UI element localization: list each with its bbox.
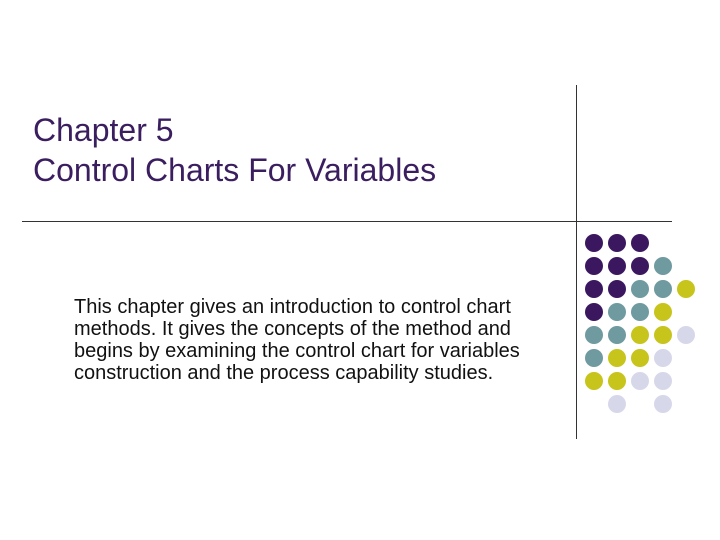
decorative-dot bbox=[585, 372, 603, 390]
decorative-dot bbox=[608, 349, 626, 367]
decorative-dot bbox=[677, 280, 695, 298]
vertical-divider bbox=[576, 85, 577, 439]
decorative-dot bbox=[585, 303, 603, 321]
decorative-dot bbox=[654, 257, 672, 275]
decorative-dot bbox=[631, 234, 649, 252]
decorative-dot bbox=[654, 395, 672, 413]
decorative-dot bbox=[585, 280, 603, 298]
decorative-dot bbox=[585, 326, 603, 344]
decorative-dot bbox=[631, 303, 649, 321]
decorative-dot bbox=[631, 280, 649, 298]
decorative-dot-grid bbox=[585, 230, 705, 410]
slide-body-text: This chapter gives an introduction to control chart methods. It gives the concepts of the method and begins by examining the control chart for variables construction and the process capability studies. bbox=[74, 296, 520, 384]
decorative-dot bbox=[585, 234, 603, 252]
decorative-dot bbox=[631, 257, 649, 275]
decorative-dot bbox=[608, 326, 626, 344]
decorative-dot bbox=[654, 349, 672, 367]
decorative-dot bbox=[608, 234, 626, 252]
decorative-dot bbox=[608, 280, 626, 298]
decorative-dot bbox=[608, 257, 626, 275]
decorative-dot bbox=[608, 303, 626, 321]
decorative-dot bbox=[585, 349, 603, 367]
decorative-dot bbox=[608, 395, 626, 413]
decorative-dot bbox=[585, 257, 603, 275]
slide-title bbox=[33, 110, 573, 190]
decorative-dot bbox=[631, 349, 649, 367]
decorative-dot bbox=[654, 303, 672, 321]
decorative-dot bbox=[654, 326, 672, 344]
decorative-dot bbox=[654, 372, 672, 390]
decorative-dot bbox=[631, 372, 649, 390]
decorative-dot bbox=[654, 280, 672, 298]
decorative-dot bbox=[608, 372, 626, 390]
horizontal-divider bbox=[22, 221, 672, 222]
decorative-dot bbox=[631, 326, 649, 344]
decorative-dot bbox=[677, 326, 695, 344]
slide-title-line-1: Chapter 5 bbox=[33, 112, 174, 148]
slide-title-line-2: Control Charts For Variables bbox=[33, 152, 437, 188]
